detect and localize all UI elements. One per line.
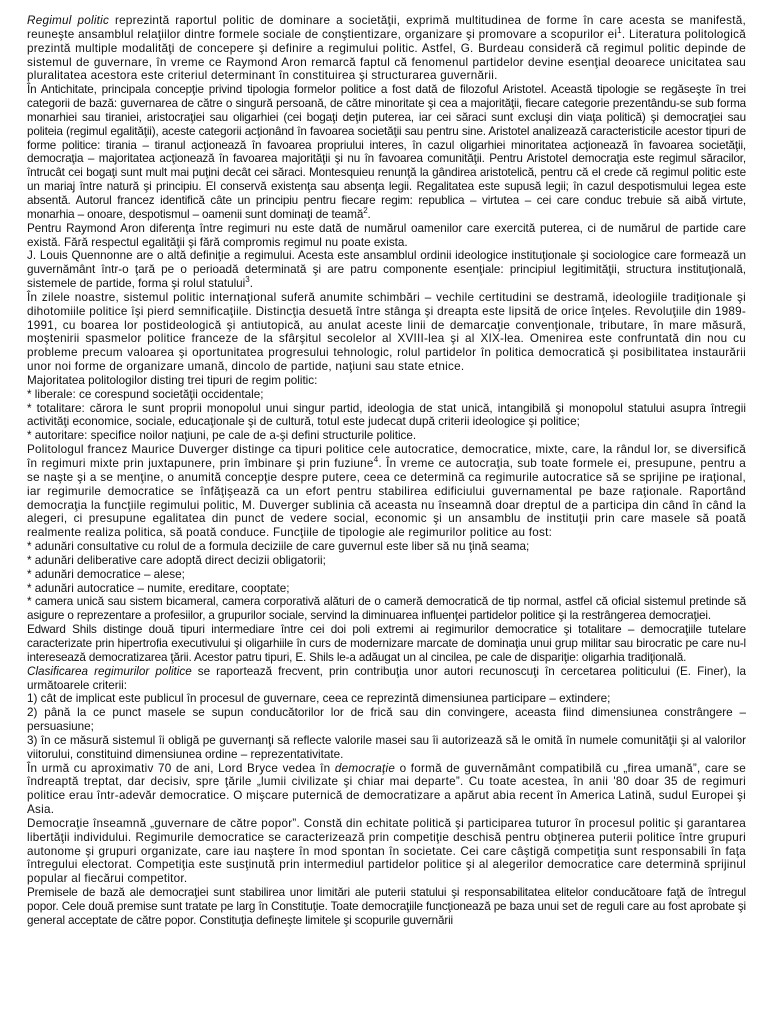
paragraph-text: 1) cât de implicat este publicul în procesul de guvernare, ceea ce reprezintă dimensiunea participare – extindere; [27,692,611,706]
paragraph-text: În Antichitate, principala concepţie privind tipologia formelor politice a fost dată de filozoful Aristotel. Această tipologie se regăseşte în trei categorii de bază: guvernarea de către o singură persoană, de către minoritate şi cea a majorităţii, fiecare categorie prezentându-se sub forma monarhiei sau tiraniei, aristocraţiei sau oligarhiei (cei bogaţi deţin puterea, iar cei săraci sunt excluşi din viaţa politică) şi democraţiei sau politeia (regimul egalităţii), aceste categorii acţionând în favoarea societăţii sau pentru sine. Aristotel analizează caracteristicile acestor tipuri de forme politice: tirania – tiranul acţionează în favoarea propriului interes, în cazul oligarhiei minoritatea acţionează în favoarea societăţii, democraţia – majoritatea acţionează în favoarea majorităţii şi nu în favoarea comunităţii. Pentru Aristotel democraţia este regimul săracilor, întrucât cei bogaţi sunt mult mai puţini decât cei săraci. Montesquieu renunţă la gândirea aristotelică, pentru că el crede că regimul politic este un mariaj între natură şi principiu. El conservă existenţa sau absenţa legii. Regalitatea este supusă legii; în cazul despotismului legea este absentă. Autorul francez identifică câte un principiu pentru fiecare regim: republica – virtutea – cei care conduc trebuie să aibă virtute, monarhia – onoare, despotismul – oamenii sunt dominaţi de teamă [27,83,746,221]
paragraph-text: Edward Shils distinge două tipuri intermediare între cei doi poli extremi ai regimurilor democratice şi totalitare – democraţiile tutelare caracterizate prin hipertrofia executivului şi oligarhiile în curs de modernizare marcate de dominaţia unui grup militar sau birocratic pe care nu-l interesează democratizarea ţării. Acestor patru tipuri, E. Shils le-a adăugat un al cincilea, pe cale de dispariţie: oligarhia tradiţională. [27,623,746,664]
paragraph [27,443,746,540]
paragraph [27,595,746,623]
paragraph [27,249,746,291]
paragraph-text: se raportează frecvent, prin contribuţia unor autori recunoscuţi în cercetarea politicului (E. Finer), la următoarele criterii: [27,664,746,692]
paragraph-text: Majoritatea politologilor disting trei tipuri de regim politic: [27,373,318,387]
paragraph [27,83,746,221]
paragraph [27,886,746,928]
paragraph-text: o formă de guvernământ compatibilă cu „firea umană”, care se îndreaptă treptat, dar decisiv, spre ţările „lumii civilizate şi chiar mai departe”. Cu toate acestea, în anii '80 doar 35 de regimuri politice erau într-adevăr democratice. O mişcare puternică de democratizare a apărut abia recent în America Latină, sudul Europei şi Asia. [27,761,746,817]
paragraph-text: În zilele noastre, sistemul politic internaţional suferă anumite schimbări – vechile certitudini se destramă, ideologiile tradiţionale şi dihotomiile politice îşi pierd semnificaţiile. Distincţia desuetă între stânga şi dreapta este lipsită de orice înţeles. Revoluţiile din 1989-1991, cu boarea lor postideologică şi antiutopică, au anulat aceste linii de demarcaţie convenţionale, tributare, în mare măsură, moştenirii spasmelor politice franceze de la sfârşitul secolelor al XVIII-lea şi al XIX-lea. Omenirea este confruntată din nou cu probleme precum valoarea şi oportunitatea progresului tehnologic, rolul partidelor în politica democratică şi posibilitatea instaurării unor noi forme de organizare umană, dincolo de partide, naţiuni sau state etnice. [27,290,746,374]
paragraph [27,623,746,665]
paragraph-text: * adunări autocratice – numite, ereditare, cooptate; [27,581,290,595]
paragraph-text: * liberale: ce corespund societăţii occidentale; [27,387,264,401]
footnote-ref: 4 [373,455,379,465]
paragraph [27,582,746,596]
footnote-ref: 2 [363,205,368,215]
paragraph [27,540,746,554]
paragraph [27,222,746,250]
paragraph [27,554,746,568]
paragraph [27,817,746,886]
paragraph-text: 3) în ce măsură sistemul îi obligă pe guvernanţi să reflecte valorile masei sau îi autorizează să le omită în numele comunităţii şi al valorilor viitorului, constituind dimensiunea ordine – reprezentativitate. [27,733,746,761]
paragraph [27,734,746,762]
paragraph [27,706,746,734]
paragraph [27,692,746,706]
italic-term: democraţie [334,761,396,775]
paragraph [27,291,746,374]
paragraph [27,665,746,693]
paragraph-text: Pentru Raymond Aron diferenţa între regimuri nu este dată de numărul oamenilor care exercită puterea, ci de numărul de partide care există. Fără respectul egalităţii şi fără compromis regimul nu poate exista. [27,221,746,249]
paragraph-text: Politologul francez Maurice Duverger distinge ca tipuri politice cele autocratice, democratice, mixte, care, la rândul lor, se diversifică în regimuri mixte prin juxtapunere, prin îmbinare şi prin fuziune [27,443,746,470]
paragraph [27,568,746,582]
italic-term: Clasificarea regimurilor politice [27,664,192,678]
paragraph-text: reprezintă raportul politic de dominare a societăţii, exprimă multitudinea de forme în care acesta se manifestă, reuneşte ansamblul relaţiilor dintre formele sociale de conştientizare, organizare şi promovare a scopurilor ei [27,14,746,41]
paragraph-text: J. Louis Quennonne are o altă definiţie a regimului. Acesta este ansamblul ordinii ideologice instituţionale şi sociologice care formează un guvernământ într-o ţară pe o perioadă determinată şi are patru componente esenţiale: principiul legitimităţii, structura instituţională, sistemele de partide, forma şi rolul statului [27,249,746,291]
paragraph-text: * camera unică sau sistem bicameral, camera corporativă alături de o cameră democratică de tip normal, astfel că oficial sistemul pretinde să asigure o reprezentare a profesiilor, a grupurilor sociale, servind la diminuarea influenţei partidelor politice şi la restrângerea democraţiei. [27,595,746,623]
paragraph-text: . Literatura politologică prezintă multiple modalităţi de concepere şi definire a regimului politic. Astfel, G. Burdeau consideră că regimul politic depinde de sistemul de guvernare, în vreme ce Raymond Aron remarcă faptul că fenomenul partidelor devine esenţial deoarece unicitatea sau pluralitatea acestora este criteriul determinant în constituirea şi structurarea guvernării. [27,27,746,83]
paragraph-text: Democraţie înseamnă „guvernare de către popor”. Constă din echitate politică şi participarea tuturor în procesul politic şi garantarea libertăţii individului. Regimurile democratice se caracterizează prin competiţie deschisă pentru obţinerea puterii politice între grupuri autonome şi grupuri organizate, care iau naştere în mod spontan în societate. Cei care câştigă competiţia sunt responsabili în faţa întregului electorat. Competiţia este susţinută prin intermediul partidelor politice şi al alegerilor democratice care determină sprijinul popular al fiecărui competitor. [27,816,746,886]
paragraph-text: 2) până la ce punct masele se supun conducătorilor lor de frică sau din convingere, aceasta fiind dimensiunea constrângere – persuasiune; [27,706,746,734]
paragraph [27,429,746,443]
footnote-ref: 1 [617,25,622,35]
paragraph [27,374,746,388]
paragraph [27,402,746,430]
paragraph-text: * adunări democratice – alese; [27,567,185,581]
document-body [27,14,746,928]
paragraph-text: . [249,277,253,291]
paragraph-text: . În vreme ce autocraţia, sub toate formele ei, presupune, pentru a se naşte şi a se menţine, o anumită concepţie despre putere, ceea ce determină ca regimurile autocratice să se sprijine pe iraţional, iar regimurile democratice se înfăţişează ca un efort pentru stabilirea edificiului guvernamental pe baze raţionale. Raportând democraţia la funcţiile regimului politic, M. Duverger sublinia că aceasta nu înseamnă doar dreptul de a participa din când în când la alegeri, ci presupune egalitatea din punct de vedere social, economic şi un ansamblu de instituţii prin care masele să poată realmente realiza politica, să poată conduce. Funcţiile de tipologie ale regimurilor politice au fost: [27,457,746,540]
paragraph-text: * adunări deliberative care adoptă direct decizii obligatorii; [27,553,326,567]
paragraph [27,388,746,402]
footnote-ref: 3 [245,275,250,285]
paragraph [27,14,746,83]
paragraph-text: . [367,207,371,221]
paragraph-text: * totalitare: cărora le sunt proprii monopolul unui singur partid, ideologia de stat unică, intangibilă şi monopolul statului asupra întregii activităţi economice, sociale, educaţionale şi de cultură, totul este judecat după criterii ideologice şi politice; [27,401,746,429]
paragraph-text: Premisele de bază ale democraţiei sunt stabilirea unor limitări ale puterii statului şi responsabilitatea elitelor conducătoare faţă de întregul popor. Cele două premise sunt tratate pe larg în Constituţie. Toate democraţiile funcţionează pe baza unui set de reguli care au fost aprobate şi general acceptate de către popor. Constituţia defineşte limitele şi scopurile guvernării [27,886,746,927]
italic-term: Regimul politic [27,14,110,27]
paragraph [27,762,746,817]
paragraph-text: * autoritare: specifice noilor naţiuni, pe cale de a-şi defini structurile politice. [27,429,417,443]
paragraph-text: * adunări consultative cu rolul de a formula deciziile de care guvernul este liber să nu ţină seama; [27,540,530,554]
paragraph-text: În urmă cu aproximativ 70 de ani, Lord Bryce vedea în [27,761,335,775]
